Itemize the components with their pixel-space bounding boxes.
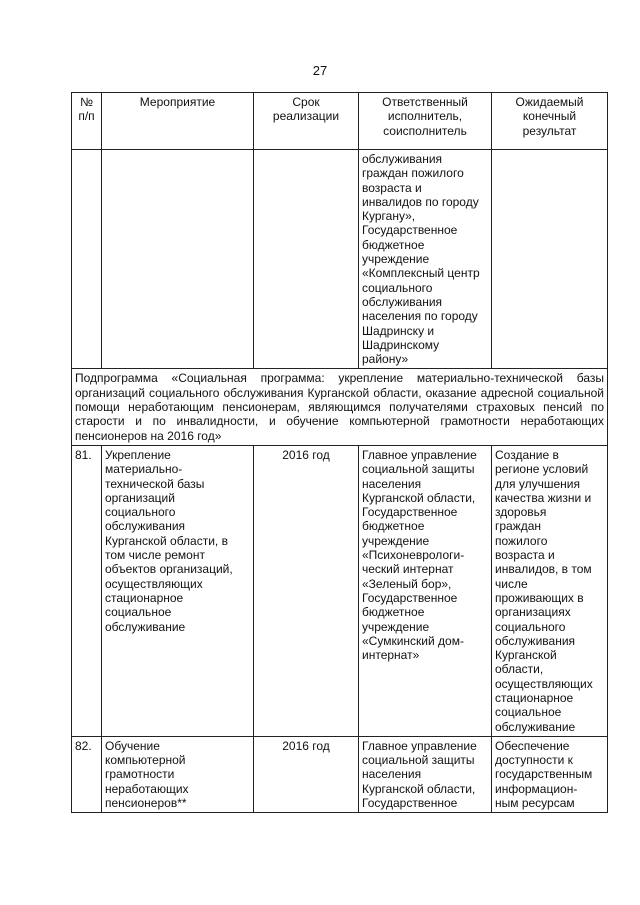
subprogram-row bbox=[72, 369, 608, 445]
row-event: Обучение компьютерной грамотности неработающих пенсионеров** bbox=[102, 736, 254, 812]
header-num: № п/п bbox=[72, 93, 102, 150]
cont-responsible-cell: обслуживания граждан пожилого возраста и инвалидов по городу Кургану», Государственное бюджетное учреждение «Комплексный центр социального обслуживания населения по городу Шадринску и Шадринскому району» bbox=[359, 150, 492, 369]
header-result: Ожидаемый конечный результат bbox=[492, 93, 608, 150]
row-term: 2016 год bbox=[254, 445, 359, 736]
header-responsible: Ответственный исполнитель, соисполнитель bbox=[359, 93, 492, 150]
cont-num-cell bbox=[72, 150, 102, 369]
row-responsible: Главное управление социальной защиты населения Курганской области, Государственное бюджетное учреждение «Психоневрологи- ческий интернат «Зеленый бор», Государственное бюджетное учреждение «Сумкинский дом- интернат» bbox=[359, 445, 492, 736]
header-event: Мероприятие bbox=[102, 93, 254, 150]
row-event: Укрепление материально- технической базы организаций социального обслуживания Курганской области, в том числе ремонт объектов организаций, осуществляющих стационарное социальное обслуживание bbox=[102, 445, 254, 736]
page-number: 27 bbox=[312, 63, 328, 78]
subprogram-title: Подпрограмма «Социальная программа: укрепление материально-технической базы организаций социального обслуживания Курганской области, оказание адресной социальной помощи неработающим пенсионерам, являющимся получателями страховых пенсий по старости и по инвалидности, и обучение компьютерной грамотности неработающих пенсионеров на 2016 год» bbox=[72, 369, 608, 445]
cont-result-cell bbox=[492, 150, 608, 369]
row-term: 2016 год bbox=[254, 736, 359, 812]
table-row bbox=[72, 736, 608, 812]
header-term: Срок реализации bbox=[254, 93, 359, 150]
row-num: 81. bbox=[72, 445, 102, 736]
row-num: 82. bbox=[72, 736, 102, 812]
row-result: Создание в регионе условий для улучшения качества жизни и здоровья граждан пожилого возраста и инвалидов, в том числе проживающих в организациях социального обслуживания Курганской области, осуществляющих стационарное социальное обслуживание bbox=[492, 445, 608, 736]
continuation-row bbox=[72, 150, 608, 369]
cont-term-cell bbox=[254, 150, 359, 369]
table-header-row bbox=[72, 93, 608, 150]
row-responsible: Главное управление социальной защиты населения Курганской области, Государственное bbox=[359, 736, 492, 812]
cont-event-cell bbox=[102, 150, 254, 369]
measures-table bbox=[71, 92, 608, 813]
table-row bbox=[72, 445, 608, 736]
row-result: Обеспечение доступности к государственным информацион- ным ресурсам bbox=[492, 736, 608, 812]
